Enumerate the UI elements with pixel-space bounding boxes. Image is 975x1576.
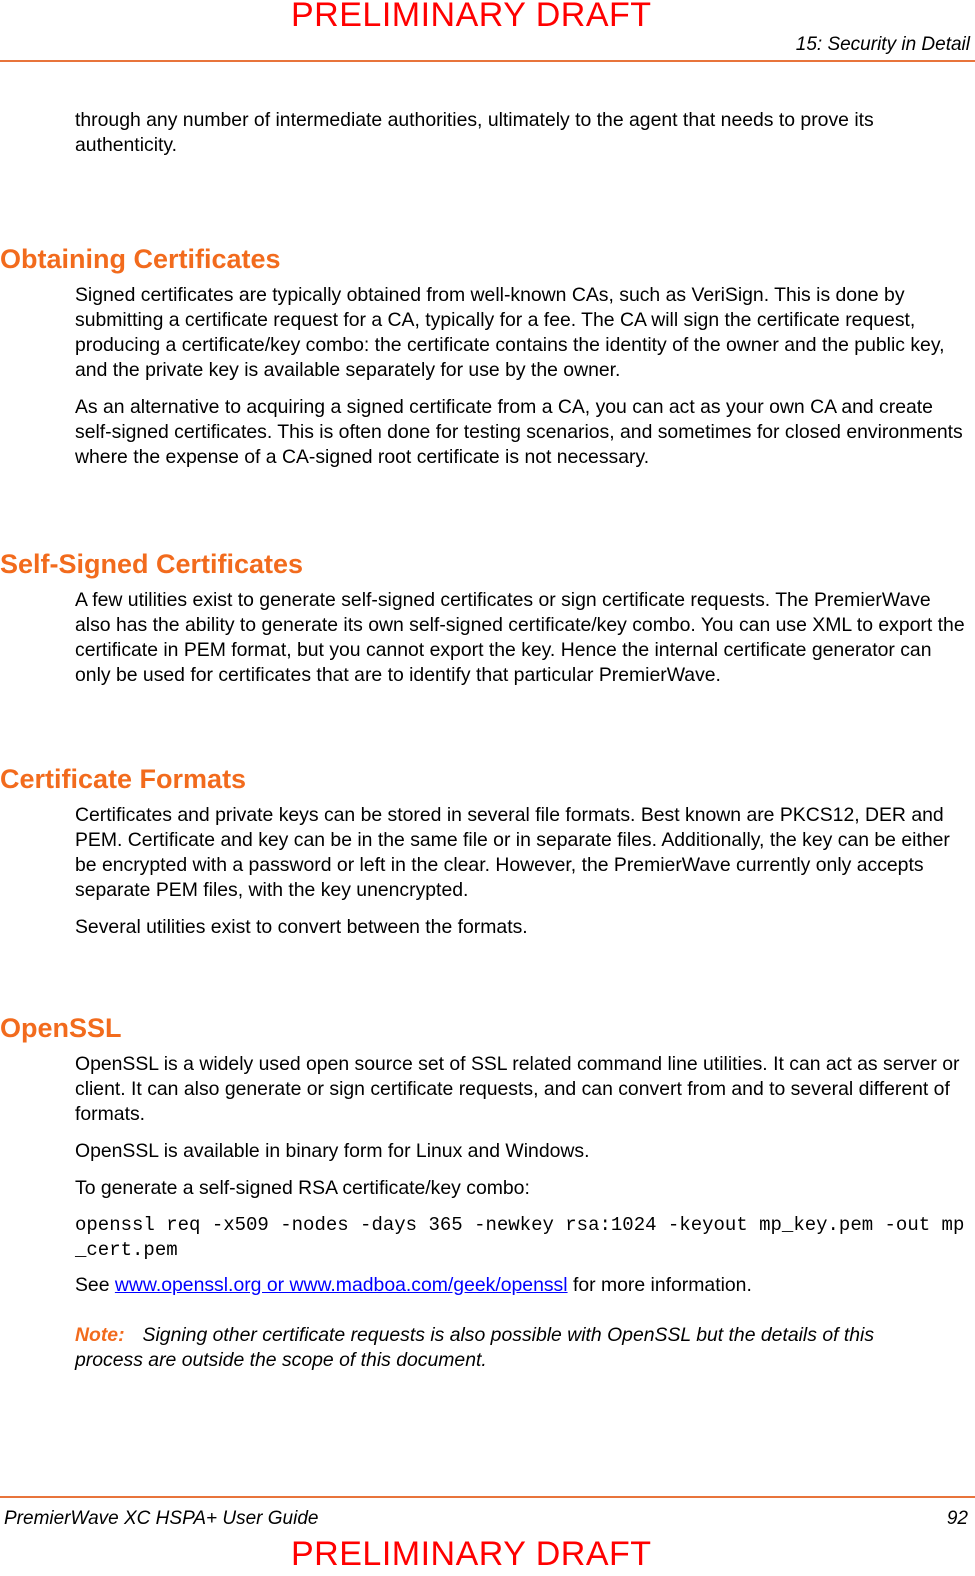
footer-guide-title: PremierWave XC HSPA+ User Guide (4, 1508, 319, 1529)
see-suffix: for more information. (567, 1274, 752, 1296)
footer-rule (0, 1496, 975, 1498)
heading-self-signed-certificates: Self-Signed Certificates (0, 549, 304, 579)
see-prefix: See (75, 1274, 115, 1296)
obtaining-paragraph-2: As an alternative to acquiring a signed certificate from a CA, you can act as your own CA and create self-signed certificates. This is often done for testing scenarios, and sometimes for closed environments where the expense of a CA-signed root certificate is not necessary. (75, 396, 963, 468)
self-signed-paragraph-1: A few utilities exist to generate self-signed certificates or sign certificate requests. The PremierWave also has the ability to generate its own self-signed certificate/key combo. You can use XML to export the certificate in PEM format, but you cannot export the key. Hence the internal certificate generator can only be used for certificates that are to identify that particular PremierWave. (75, 589, 965, 686)
note-label: Note: (75, 1324, 125, 1346)
intro-paragraph: through any number of intermediate authorities, ultimately to the agent that needs to prove its authenticity. (75, 109, 874, 156)
watermark-top: PRELIMINARY DRAFT (291, 0, 652, 34)
openssl-command: openssl req -x509 -nodes -days 365 -newkey rsa:1024 -keyout mp_key.pem -out mp_cert.pem (75, 1214, 965, 1261)
header-rule (0, 60, 975, 62)
openssl-paragraph-3: To generate a self-signed RSA certificate/key combo: (75, 1177, 530, 1199)
openssl-paragraph-2: OpenSSL is available in binary form for Linux and Windows. (75, 1140, 590, 1162)
formats-paragraph-1: Certificates and private keys can be stored in several file formats. Best known are PKCS12, DER and PEM. Certificate and key can be in the same file or in separate files. Additionally, the key can be either be encrypted with a password or left in the clear. However, the PremierWave currently only accepts separate PEM files, with the key unencrypted. (75, 804, 950, 901)
running-header: 15: Security in Detail (795, 34, 970, 55)
heading-openssl: OpenSSL (0, 1013, 122, 1043)
heading-certificate-formats: Certificate Formats (0, 764, 247, 794)
openssl-see-line (75, 1273, 969, 1298)
openssl-paragraph-1: OpenSSL is a widely used open source set of SSL related command line utilities. It can act as server or client. It can also generate or sign certificate requests, and can convert from and to several different of formats. (75, 1053, 960, 1125)
openssl-link[interactable]: www.openssl.org or www.madboa.com/geek/openssl (114, 1274, 568, 1296)
page-content (0, 108, 975, 1373)
obtaining-paragraph-1: Signed certificates are typically obtained from well-known CAs, such as VeriSign. This is done by submitting a certificate request for a CA, typically for a fee. The CA will sign the certificate request, producing a certificate/key combo: the certificate contains the identity of the owner and the public key, and the private key is available separately for use by the owner. (75, 284, 945, 381)
note-block (75, 1323, 895, 1373)
formats-paragraph-2: Several utilities exist to convert between the formats. (75, 916, 528, 938)
footer-page-number: 92 (946, 1508, 968, 1529)
watermark-bottom: PRELIMINARY DRAFT (291, 1535, 652, 1573)
note-text: Signing other certificate requests is also possible with OpenSSL but the details of this process are outside the scope of this document. (75, 1324, 875, 1371)
heading-obtaining-certificates: Obtaining Certificates (0, 244, 281, 274)
